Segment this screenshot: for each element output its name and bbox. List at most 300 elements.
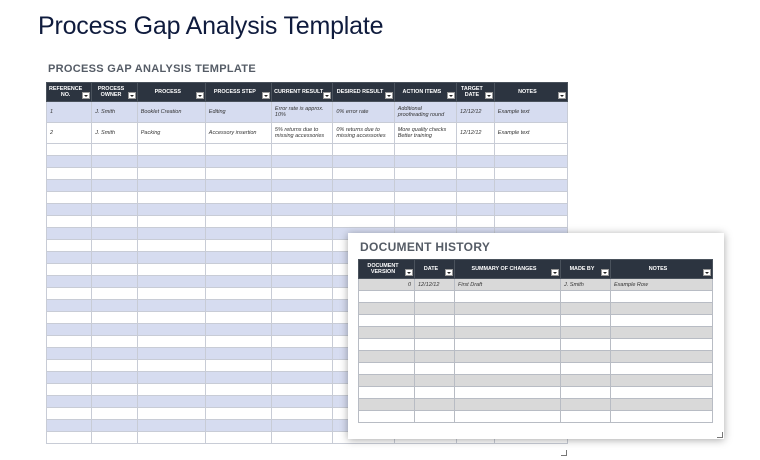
table-cell[interactable] bbox=[92, 264, 138, 276]
table-cell[interactable] bbox=[205, 156, 271, 168]
table-cell[interactable] bbox=[205, 312, 271, 324]
sheet-title: PROCESS GAP ANALYSIS TEMPLATE bbox=[48, 63, 256, 75]
table-cell[interactable] bbox=[561, 375, 611, 387]
table-cell[interactable] bbox=[205, 384, 271, 396]
table-cell[interactable] bbox=[271, 252, 332, 264]
table-cell[interactable] bbox=[92, 228, 138, 240]
column-header-label: PROCESS OWNER bbox=[97, 86, 125, 98]
table-row bbox=[359, 279, 713, 291]
table-cell[interactable] bbox=[92, 180, 138, 192]
table-cell[interactable] bbox=[271, 420, 332, 432]
table-cell[interactable] bbox=[455, 303, 561, 315]
table-cell[interactable] bbox=[271, 300, 332, 312]
filter-dropdown-icon[interactable] bbox=[551, 269, 559, 276]
table-cell[interactable]: Additional proofreading round bbox=[394, 102, 456, 123]
column-header bbox=[333, 83, 394, 102]
table-cell[interactable] bbox=[205, 216, 271, 228]
table-cell[interactable] bbox=[47, 240, 92, 252]
table-cell[interactable] bbox=[92, 372, 138, 384]
table-cell[interactable] bbox=[561, 339, 611, 351]
filter-dropdown-icon[interactable] bbox=[601, 269, 609, 276]
table-cell[interactable] bbox=[271, 288, 332, 300]
table-cell[interactable] bbox=[333, 180, 394, 192]
table-cell[interactable] bbox=[205, 204, 271, 216]
table-cell[interactable] bbox=[359, 363, 415, 375]
table-cell[interactable] bbox=[205, 348, 271, 360]
table-cell[interactable] bbox=[415, 387, 455, 399]
column-header bbox=[271, 83, 332, 102]
table-cell[interactable] bbox=[271, 324, 332, 336]
table-cell[interactable] bbox=[455, 339, 561, 351]
table-cell[interactable] bbox=[271, 192, 332, 204]
table-cell[interactable] bbox=[394, 204, 456, 216]
table-cell[interactable] bbox=[394, 192, 456, 204]
table-cell[interactable] bbox=[47, 300, 92, 312]
table-row bbox=[47, 204, 568, 216]
table-row bbox=[47, 123, 568, 144]
table-cell[interactable]: 12/12/12 bbox=[457, 102, 495, 123]
table-cell[interactable] bbox=[47, 288, 92, 300]
table-cell[interactable] bbox=[494, 168, 567, 180]
table-cell[interactable] bbox=[205, 372, 271, 384]
table-cell[interactable] bbox=[457, 204, 495, 216]
column-header-label: PROCESS STEP bbox=[213, 89, 256, 95]
column-header bbox=[47, 83, 92, 102]
table-cell[interactable] bbox=[415, 339, 455, 351]
table-cell[interactable] bbox=[92, 336, 138, 348]
table-cell[interactable] bbox=[137, 240, 205, 252]
table-cell[interactable]: 2 bbox=[47, 123, 92, 144]
table-cell[interactable] bbox=[494, 156, 567, 168]
filter-dropdown-icon[interactable] bbox=[262, 92, 270, 99]
table-cell[interactable] bbox=[47, 168, 92, 180]
column-header-label: PROCESS bbox=[154, 89, 181, 95]
column-header bbox=[494, 83, 567, 102]
table-cell[interactable] bbox=[205, 324, 271, 336]
table-cell[interactable] bbox=[92, 252, 138, 264]
table-cell[interactable] bbox=[205, 252, 271, 264]
table-cell[interactable] bbox=[561, 387, 611, 399]
table-cell[interactable] bbox=[457, 156, 495, 168]
table-cell[interactable] bbox=[137, 144, 205, 156]
table-cell[interactable]: Booklet Creation bbox=[137, 102, 205, 123]
table-cell[interactable]: 0% error rate bbox=[333, 102, 394, 123]
table-cell[interactable] bbox=[333, 168, 394, 180]
table-cell[interactable]: 12/12/12 bbox=[415, 279, 455, 291]
table-cell[interactable] bbox=[457, 216, 495, 228]
table-cell[interactable] bbox=[47, 396, 92, 408]
table-cell[interactable]: 5% returns due to missing accessories bbox=[271, 123, 332, 144]
table-row bbox=[47, 156, 568, 168]
table-cell[interactable] bbox=[611, 339, 713, 351]
table-cell[interactable] bbox=[47, 204, 92, 216]
table-row bbox=[359, 411, 713, 423]
filter-dropdown-icon[interactable] bbox=[323, 92, 331, 99]
table-row bbox=[47, 180, 568, 192]
table-cell[interactable] bbox=[415, 303, 455, 315]
table-cell[interactable] bbox=[455, 387, 561, 399]
table-cell[interactable] bbox=[271, 156, 332, 168]
table-cell[interactable] bbox=[137, 336, 205, 348]
table-cell[interactable] bbox=[271, 384, 332, 396]
table-cell[interactable] bbox=[47, 228, 92, 240]
table-cell[interactable] bbox=[205, 432, 271, 444]
table-cell[interactable] bbox=[47, 420, 92, 432]
table-cell[interactable] bbox=[92, 432, 138, 444]
table-cell[interactable] bbox=[137, 312, 205, 324]
table-cell[interactable] bbox=[415, 375, 455, 387]
table-cell[interactable] bbox=[271, 348, 332, 360]
table-cell[interactable] bbox=[415, 315, 455, 327]
table-cell[interactable] bbox=[271, 240, 332, 252]
table-cell[interactable] bbox=[47, 180, 92, 192]
table-cell[interactable] bbox=[92, 240, 138, 252]
table-cell[interactable] bbox=[271, 144, 332, 156]
table-cell[interactable] bbox=[47, 408, 92, 420]
table-cell[interactable]: Example text bbox=[494, 102, 567, 123]
column-header-label: NOTES bbox=[648, 266, 668, 272]
table-row bbox=[359, 363, 713, 375]
table-cell[interactable] bbox=[205, 192, 271, 204]
table-cell[interactable] bbox=[457, 168, 495, 180]
table-row bbox=[47, 102, 568, 123]
table-row bbox=[47, 144, 568, 156]
table-cell[interactable] bbox=[359, 327, 415, 339]
column-header-label: DESIRED RESULT bbox=[336, 89, 384, 95]
table-cell[interactable] bbox=[47, 372, 92, 384]
table-cell[interactable] bbox=[205, 168, 271, 180]
table-cell[interactable] bbox=[271, 432, 332, 444]
header-row bbox=[359, 260, 713, 279]
table-cell[interactable] bbox=[494, 192, 567, 204]
table-cell[interactable] bbox=[92, 384, 138, 396]
table-cell[interactable] bbox=[137, 252, 205, 264]
table-cell[interactable] bbox=[415, 291, 455, 303]
table-cell[interactable] bbox=[611, 291, 713, 303]
table-cell[interactable] bbox=[205, 264, 271, 276]
table-cell[interactable] bbox=[561, 363, 611, 375]
table-cell[interactable] bbox=[137, 264, 205, 276]
table-cell[interactable] bbox=[611, 327, 713, 339]
table-cell[interactable] bbox=[137, 192, 205, 204]
filter-dropdown-icon[interactable] bbox=[82, 92, 90, 99]
table-cell[interactable] bbox=[92, 408, 138, 420]
table-cell[interactable] bbox=[47, 324, 92, 336]
table-cell[interactable] bbox=[92, 276, 138, 288]
table-cell[interactable] bbox=[394, 180, 456, 192]
table-cell[interactable] bbox=[359, 339, 415, 351]
table-cell[interactable] bbox=[137, 360, 205, 372]
table-cell[interactable]: 1 bbox=[47, 102, 92, 123]
table-cell[interactable] bbox=[394, 156, 456, 168]
table-cell[interactable] bbox=[47, 156, 92, 168]
table-cell[interactable] bbox=[92, 348, 138, 360]
table-cell[interactable] bbox=[92, 192, 138, 204]
table-cell[interactable] bbox=[494, 144, 567, 156]
table-row bbox=[47, 216, 568, 228]
table-cell[interactable] bbox=[359, 375, 415, 387]
table-cell[interactable] bbox=[47, 252, 92, 264]
table-cell[interactable]: Error rate is approx. 10% bbox=[271, 102, 332, 123]
table-cell[interactable] bbox=[611, 315, 713, 327]
table-cell[interactable] bbox=[47, 312, 92, 324]
table-cell[interactable] bbox=[137, 372, 205, 384]
table-cell[interactable] bbox=[611, 303, 713, 315]
table-cell[interactable] bbox=[394, 144, 456, 156]
table-cell[interactable] bbox=[47, 216, 92, 228]
table-cell[interactable] bbox=[205, 336, 271, 348]
table-cell[interactable] bbox=[92, 396, 138, 408]
table-cell[interactable] bbox=[92, 216, 138, 228]
table-cell[interactable]: Packing bbox=[137, 123, 205, 144]
table-cell[interactable] bbox=[271, 180, 332, 192]
table-cell[interactable] bbox=[92, 144, 138, 156]
table-cell[interactable] bbox=[415, 363, 455, 375]
table-cell[interactable]: 0% returns due to missing accessories bbox=[333, 123, 394, 144]
table-cell[interactable] bbox=[457, 192, 495, 204]
table-cell[interactable]: First Draft bbox=[455, 279, 561, 291]
table-cell[interactable] bbox=[394, 216, 456, 228]
table-cell[interactable] bbox=[205, 396, 271, 408]
table-cell[interactable] bbox=[415, 399, 455, 411]
table-cell[interactable] bbox=[271, 216, 332, 228]
filter-dropdown-icon[interactable] bbox=[485, 92, 493, 99]
filter-dropdown-icon[interactable] bbox=[196, 92, 204, 99]
filter-dropdown-icon[interactable] bbox=[128, 92, 136, 99]
table-cell[interactable] bbox=[47, 348, 92, 360]
column-header-label: CURRENT RESULT bbox=[274, 89, 324, 95]
table-cell[interactable] bbox=[359, 315, 415, 327]
table-cell[interactable] bbox=[561, 351, 611, 363]
table-cell[interactable] bbox=[415, 327, 455, 339]
table-row bbox=[359, 339, 713, 351]
table-cell[interactable] bbox=[92, 300, 138, 312]
table-cell[interactable] bbox=[205, 228, 271, 240]
table-cell[interactable] bbox=[333, 192, 394, 204]
table-cell[interactable] bbox=[455, 291, 561, 303]
table-cell[interactable] bbox=[271, 264, 332, 276]
table-cell[interactable] bbox=[92, 288, 138, 300]
table-cell[interactable]: More quality checks Better training bbox=[394, 123, 456, 144]
table-cell[interactable] bbox=[561, 411, 611, 423]
resize-handle-icon[interactable] bbox=[561, 450, 567, 456]
table-cell[interactable] bbox=[205, 420, 271, 432]
table-row bbox=[359, 303, 713, 315]
filter-dropdown-icon[interactable] bbox=[703, 269, 711, 276]
column-header-label: DOCUMENT VERSION bbox=[367, 263, 399, 275]
table-cell[interactable] bbox=[455, 327, 561, 339]
header-row bbox=[47, 83, 568, 102]
table-cell[interactable] bbox=[611, 363, 713, 375]
table-cell[interactable] bbox=[457, 180, 495, 192]
table-cell[interactable] bbox=[205, 360, 271, 372]
table-cell[interactable] bbox=[455, 411, 561, 423]
table-cell[interactable] bbox=[137, 300, 205, 312]
table-cell[interactable] bbox=[494, 180, 567, 192]
column-header-label: NOTES bbox=[518, 89, 537, 95]
filter-dropdown-icon[interactable] bbox=[405, 269, 413, 276]
filter-dropdown-icon[interactable] bbox=[558, 92, 566, 99]
table-cell[interactable] bbox=[359, 291, 415, 303]
table-cell[interactable] bbox=[457, 144, 495, 156]
table-cell[interactable] bbox=[561, 399, 611, 411]
table-cell[interactable] bbox=[561, 315, 611, 327]
table-cell[interactable]: J. Smith bbox=[92, 102, 138, 123]
table-cell[interactable] bbox=[205, 300, 271, 312]
column-header bbox=[359, 260, 415, 279]
table-cell[interactable] bbox=[205, 288, 271, 300]
table-cell[interactable] bbox=[47, 264, 92, 276]
table-cell[interactable] bbox=[415, 351, 455, 363]
filter-dropdown-icon[interactable] bbox=[447, 92, 455, 99]
table-cell[interactable] bbox=[137, 276, 205, 288]
table-cell[interactable] bbox=[271, 228, 332, 240]
filter-dropdown-icon[interactable] bbox=[385, 92, 393, 99]
table-cell[interactable] bbox=[137, 216, 205, 228]
table-cell[interactable] bbox=[359, 399, 415, 411]
column-header bbox=[561, 260, 611, 279]
column-header-label: MADE BY bbox=[569, 266, 595, 272]
column-header-label: DATE bbox=[423, 266, 439, 272]
column-header bbox=[455, 260, 561, 279]
table-cell[interactable] bbox=[271, 204, 332, 216]
table-cell[interactable] bbox=[205, 276, 271, 288]
table-cell[interactable] bbox=[455, 363, 561, 375]
history-title: DOCUMENT HISTORY bbox=[360, 240, 491, 254]
table-cell[interactable] bbox=[611, 411, 713, 423]
resize-handle-icon[interactable] bbox=[717, 432, 723, 438]
table-cell[interactable] bbox=[271, 312, 332, 324]
table-cell[interactable] bbox=[205, 408, 271, 420]
column-header bbox=[611, 260, 713, 279]
table-cell[interactable] bbox=[137, 180, 205, 192]
table-row bbox=[359, 327, 713, 339]
table-cell[interactable] bbox=[561, 291, 611, 303]
table-cell[interactable] bbox=[137, 288, 205, 300]
table-cell[interactable] bbox=[455, 351, 561, 363]
table-cell[interactable] bbox=[205, 240, 271, 252]
column-header bbox=[394, 83, 456, 102]
table-cell[interactable] bbox=[92, 156, 138, 168]
table-cell[interactable] bbox=[611, 375, 713, 387]
table-cell[interactable] bbox=[561, 303, 611, 315]
table-row bbox=[359, 291, 713, 303]
table-cell[interactable]: J. Smith bbox=[92, 123, 138, 144]
table-cell[interactable] bbox=[47, 276, 92, 288]
filter-dropdown-icon[interactable] bbox=[445, 269, 453, 276]
table-row bbox=[47, 192, 568, 204]
table-cell[interactable] bbox=[92, 168, 138, 180]
table-cell[interactable]: 12/12/12 bbox=[457, 123, 495, 144]
table-cell[interactable] bbox=[455, 375, 561, 387]
table-cell[interactable] bbox=[92, 312, 138, 324]
table-cell[interactable] bbox=[137, 348, 205, 360]
table-cell[interactable] bbox=[359, 303, 415, 315]
table-cell[interactable] bbox=[333, 144, 394, 156]
table-cell[interactable] bbox=[494, 204, 567, 216]
table-cell[interactable] bbox=[47, 144, 92, 156]
table-cell[interactable] bbox=[611, 399, 713, 411]
table-cell[interactable] bbox=[611, 387, 713, 399]
table-cell[interactable] bbox=[333, 204, 394, 216]
table-cell[interactable] bbox=[359, 387, 415, 399]
table-cell[interactable] bbox=[137, 156, 205, 168]
table-cell[interactable] bbox=[92, 324, 138, 336]
table-cell[interactable] bbox=[271, 360, 332, 372]
column-header-label: ACTION ITEMS bbox=[402, 89, 442, 95]
table-cell[interactable] bbox=[455, 315, 561, 327]
table-cell[interactable] bbox=[137, 168, 205, 180]
table-cell[interactable] bbox=[415, 411, 455, 423]
table-cell[interactable] bbox=[333, 156, 394, 168]
document-history-table bbox=[358, 259, 713, 423]
table-cell[interactable] bbox=[271, 408, 332, 420]
table-cell[interactable] bbox=[359, 351, 415, 363]
table-cell[interactable] bbox=[137, 384, 205, 396]
table-cell[interactable] bbox=[47, 384, 92, 396]
table-row bbox=[47, 168, 568, 180]
table-cell[interactable] bbox=[47, 360, 92, 372]
document-history-panel bbox=[348, 233, 724, 439]
table-cell[interactable] bbox=[271, 396, 332, 408]
column-header bbox=[205, 83, 271, 102]
table-cell[interactable] bbox=[137, 420, 205, 432]
column-header bbox=[415, 260, 455, 279]
table-cell[interactable] bbox=[137, 396, 205, 408]
table-cell[interactable] bbox=[271, 276, 332, 288]
table-cell[interactable] bbox=[47, 192, 92, 204]
table-cell[interactable] bbox=[271, 372, 332, 384]
column-header-label: SUMMARY OF CHANGES bbox=[471, 266, 537, 272]
table-cell[interactable] bbox=[271, 336, 332, 348]
table-cell[interactable] bbox=[394, 168, 456, 180]
table-cell[interactable] bbox=[47, 432, 92, 444]
table-cell[interactable] bbox=[137, 228, 205, 240]
column-header-label: REFERENCE NO. bbox=[49, 86, 83, 98]
table-cell[interactable] bbox=[205, 180, 271, 192]
table-cell[interactable] bbox=[494, 216, 567, 228]
table-cell[interactable] bbox=[137, 432, 205, 444]
table-cell[interactable] bbox=[92, 204, 138, 216]
table-cell[interactable] bbox=[359, 411, 415, 423]
page-title: Process Gap Analysis Template bbox=[38, 12, 384, 40]
table-cell[interactable]: 0 bbox=[359, 279, 415, 291]
table-cell[interactable]: Example text bbox=[494, 123, 567, 144]
table-cell[interactable] bbox=[137, 408, 205, 420]
table-row bbox=[359, 375, 713, 387]
table-cell[interactable] bbox=[92, 360, 138, 372]
column-header-label: TARGET DATE bbox=[461, 86, 483, 98]
table-cell[interactable]: Editing bbox=[205, 102, 271, 123]
column-header bbox=[457, 83, 495, 102]
table-cell[interactable] bbox=[333, 216, 394, 228]
table-cell[interactable] bbox=[47, 336, 92, 348]
table-cell[interactable] bbox=[561, 327, 611, 339]
column-header bbox=[92, 83, 138, 102]
table-cell[interactable] bbox=[611, 351, 713, 363]
table-cell[interactable]: J. Smith bbox=[561, 279, 611, 291]
table-cell[interactable] bbox=[137, 204, 205, 216]
table-cell[interactable] bbox=[455, 399, 561, 411]
table-cell[interactable] bbox=[137, 324, 205, 336]
table-cell[interactable] bbox=[205, 144, 271, 156]
table-cell[interactable] bbox=[92, 420, 138, 432]
column-header bbox=[137, 83, 205, 102]
table-cell[interactable] bbox=[271, 168, 332, 180]
table-cell[interactable]: Accessory insertion bbox=[205, 123, 271, 144]
table-row bbox=[359, 351, 713, 363]
table-cell[interactable]: Example Row bbox=[611, 279, 713, 291]
